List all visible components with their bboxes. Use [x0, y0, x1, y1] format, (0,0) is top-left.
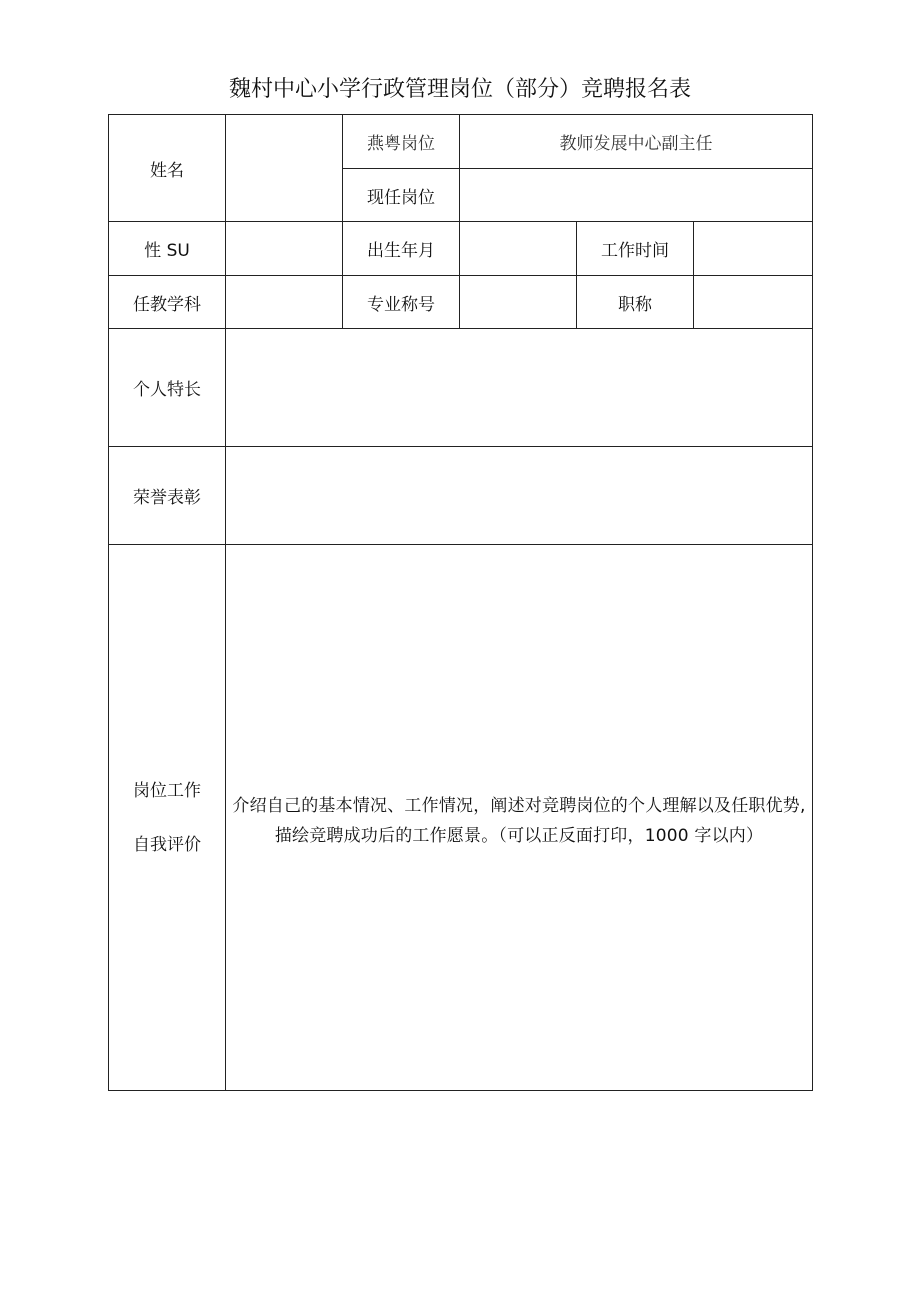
work-time-label: 工作时间: [577, 222, 694, 276]
name-field[interactable]: [226, 115, 343, 222]
subject-label: 任教学科: [109, 276, 226, 329]
self-eval-instruction: 介绍自己的基本情况、工作情况，阐述对竞聘岗位的个人理解以及任职优势,描绘竞聘成功后的工作愿景。（可以正反面打印，1000 字以内）: [232, 795, 806, 846]
current-post-label: 现任岗位: [343, 169, 460, 222]
applied-post-label: 燕粤岗位: [343, 115, 460, 169]
title-rank-field[interactable]: [460, 276, 577, 329]
name-label: 姓名: [109, 115, 226, 222]
applied-post-field[interactable]: 教师发展中心副主任: [460, 115, 813, 169]
subject-field[interactable]: [226, 276, 343, 329]
form-row-subject-info: [109, 276, 813, 329]
self-eval-field[interactable]: [226, 545, 813, 1091]
self-eval-label-line1: 岗位工作: [133, 780, 201, 801]
gender-field[interactable]: [226, 222, 343, 276]
current-post-field[interactable]: [460, 169, 813, 222]
gender-label: 性 SU: [109, 222, 226, 276]
form-row-name-top: [109, 115, 813, 169]
title-rank-label: 专业称号: [343, 276, 460, 329]
birth-label: 出生年月: [343, 222, 460, 276]
form-row-specialty: [109, 329, 813, 447]
form-row-honors: [109, 447, 813, 545]
specialty-label: 个人特长: [109, 329, 226, 447]
application-form-table: [108, 114, 813, 1091]
form-row-basic-info: [109, 222, 813, 276]
honors-label: 荣誉表彰: [109, 447, 226, 545]
work-time-field[interactable]: [694, 222, 813, 276]
job-title-field[interactable]: [694, 276, 813, 329]
self-eval-label-line2: 自我评价: [133, 834, 201, 855]
specialty-field[interactable]: [226, 329, 813, 447]
form-title: 魏村中心小学行政管理岗位（部分）竞聘报名表: [228, 77, 691, 102]
form-row-self-evaluation: [109, 545, 813, 1091]
self-eval-label: [109, 545, 226, 1091]
honors-field[interactable]: [226, 447, 813, 545]
birth-field[interactable]: [460, 222, 577, 276]
job-title-label: 职称: [577, 276, 694, 329]
